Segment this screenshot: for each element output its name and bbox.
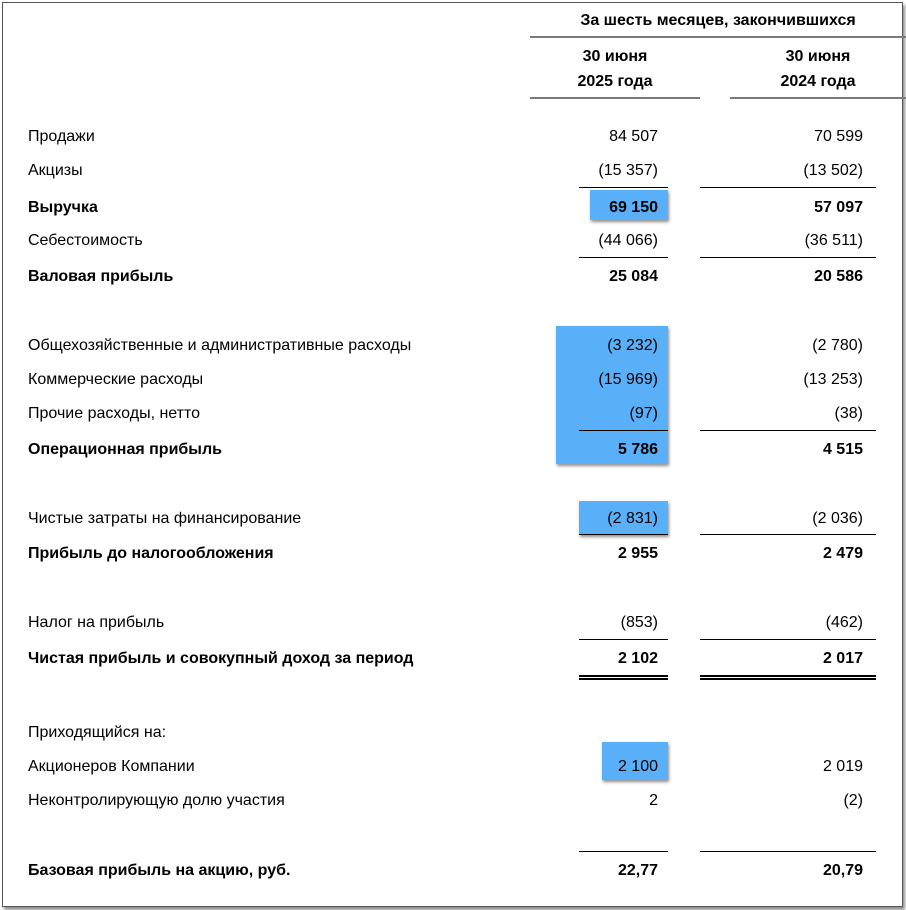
row-value-2025: 2 102 [617, 650, 658, 667]
rule-before-eps-2025 [579, 851, 668, 852]
rule-before-revenue-2024 [700, 187, 876, 188]
rule-before-gross-2024 [700, 257, 876, 258]
col-2025-header-rule [530, 97, 700, 99]
row-value-2024: (2 036) [812, 510, 863, 527]
row-value-2025: 5 786 [617, 441, 658, 458]
row-value-2024: 70 599 [814, 128, 863, 145]
row-value-2024: (2 780) [812, 337, 863, 354]
row-value-2024: 2 479 [822, 545, 863, 562]
row-value-2025: 2 955 [617, 545, 658, 562]
col-2025-header-line2: 2025 года [577, 73, 653, 90]
row-label: Валовая прибыль [28, 268, 174, 285]
row-label: Базовая прибыль на акцию, руб. [28, 862, 291, 879]
rule-before-gross-2025 [579, 257, 668, 258]
row-label: Продажи [28, 128, 95, 145]
rule-before-net-2024 [700, 639, 876, 640]
period-header-rule [530, 36, 906, 38]
row-value-2024: (36 511) [804, 232, 863, 249]
rule-before-revenue-2025 [579, 187, 668, 188]
double-rule-net-2025 [579, 675, 668, 680]
row-value-2024: 20 586 [814, 268, 863, 285]
row-label: Общехозяйственные и административные расходы [28, 337, 412, 354]
row-value-2024: (13 502) [803, 162, 863, 179]
rule-before-net-2025 [579, 639, 668, 640]
col-2024-header-line2: 2024 года [780, 73, 856, 90]
row-label: Коммерческие расходы [28, 371, 204, 388]
row-label: Чистые затраты на финансирование [28, 510, 302, 527]
row-value-2024: (38) [834, 405, 863, 422]
row-value-2025: 2 100 [617, 758, 658, 775]
row-label: Выручка [28, 199, 98, 216]
row-value-2025: (3 232) [607, 337, 658, 354]
row-label: Акцизы [28, 162, 83, 179]
row-value-2025: 25 084 [609, 268, 658, 285]
row-value-2025: (2 831) [607, 510, 658, 527]
period-header: За шесть месяцев, закончившихся [580, 12, 856, 29]
row-value-2024: 2 019 [822, 758, 863, 775]
row-value-2024: 57 097 [814, 199, 863, 216]
row-value-2025: (853) [620, 614, 658, 631]
row-value-2025: (15 357) [598, 162, 658, 179]
row-value-2025: 22,77 [617, 862, 658, 879]
row-label: Налог на прибыль [28, 614, 165, 631]
row-label: Приходящийся на: [28, 724, 167, 741]
rule-before-operating-2024 [700, 430, 876, 431]
rule-before-eps-2024 [700, 851, 876, 852]
row-label: Акционеров Компании [28, 758, 195, 775]
row-value-2024: 4 515 [822, 441, 863, 458]
row-label: Прочие расходы, нетто [28, 405, 201, 422]
row-value-2025: 69 150 [609, 199, 658, 216]
col-2024-header-line1: 30 июня [785, 48, 851, 65]
col-2024-header-rule [730, 97, 906, 99]
row-label: Чистая прибыль и совокупный доход за период [28, 650, 414, 667]
row-label: Себестоимость [28, 232, 143, 249]
row-value-2025: (44 066) [598, 232, 658, 249]
row-value-2025: 2 [649, 792, 658, 809]
row-label: Прибыль до налогообложения [28, 545, 274, 562]
row-value-2025: (97) [629, 405, 658, 422]
row-value-2024: 2 017 [822, 650, 863, 667]
col-2025-header-line1: 30 июня [582, 48, 648, 65]
row-value-2025: (15 969) [598, 371, 658, 388]
row-label: Неконтролирующую долю участия [28, 792, 285, 809]
rule-before-pretax-2024 [700, 534, 876, 535]
double-rule-net-2024 [700, 675, 876, 680]
row-value-2024: (462) [825, 614, 863, 631]
row-value-2025: 84 507 [609, 128, 658, 145]
row-value-2024: 20,79 [822, 862, 863, 879]
row-label: Операционная прибыль [28, 441, 222, 458]
rule-before-pretax-2025 [579, 534, 668, 535]
row-value-2024: (13 253) [803, 371, 863, 388]
row-value-2024: (2) [843, 792, 863, 809]
rule-before-operating-2025 [579, 430, 668, 431]
